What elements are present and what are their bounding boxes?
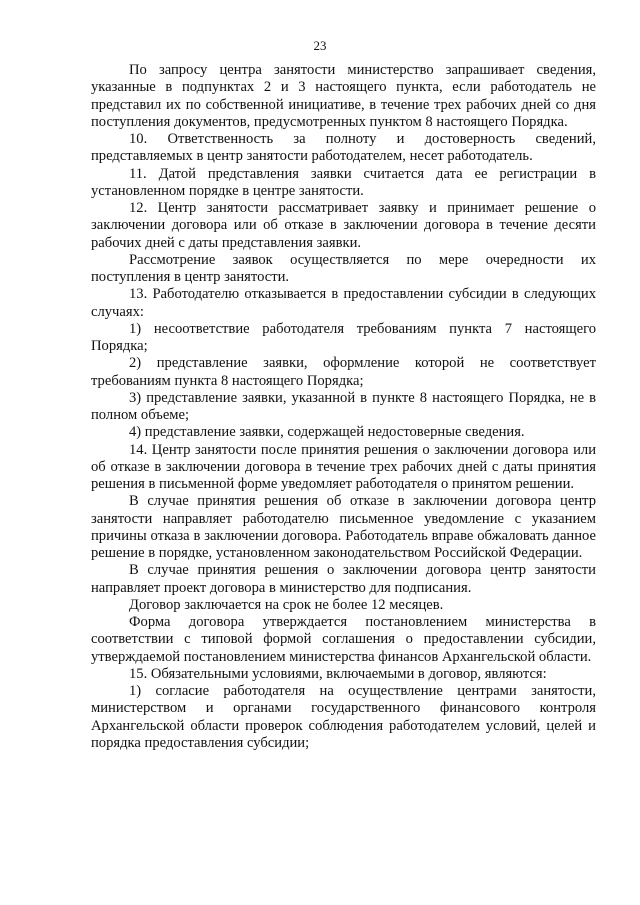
list-item: 3) представление заявки, указанной в пункте 8 настоящего Порядка, не в полном объеме; xyxy=(91,389,596,423)
document-body xyxy=(91,62,596,752)
list-item: 2) представление заявки, оформление которой не соответствует требованиям пункта 8 настоящего Порядка; xyxy=(91,355,596,389)
paragraph-item-15: 15. Обязательными условиями, включаемыми в договор, являются: xyxy=(129,665,547,682)
list-item: 1) согласие работодателя на осуществление центрами занятости, министерством и органами государственного финансового контроля Архангельской области проверок соблюдения работодателем условий, целей и порядка предоставления субсидии; xyxy=(91,683,596,751)
paragraph: Форма договора утверждается постановлением министерства в соответствии с типовой формой соглашения о предоставлении субсидии, утверждаемой постановлением министерства финансов Архангельской области. xyxy=(91,614,596,665)
page-number: 23 xyxy=(313,38,327,53)
paragraph: В случае принятия решения о заключении договора центр занятости направляет проект договора в министерство для подписания. xyxy=(91,562,596,596)
list-item: 1) несоответствие работодателя требованиям пункта 7 настоящего Порядка; xyxy=(91,320,596,354)
paragraph-item-11: 11. Датой представления заявки считается дата ее регистрации в установленном порядке в центре занятости. xyxy=(91,165,596,199)
paragraph-item-14: 14. Центр занятости после принятия решения о заключении договора или об отказе в заключении договора в течение трех рабочих дней с даты принятия решения в письменной форме уведомляет работодателя о принятом решении. xyxy=(91,441,596,492)
paragraph: В случае принятия решения об отказе в заключении договора центр занятости направляет работодателю письменное уведомление с указанием причины отказа в заключении договора. Работодатель вправе обжаловать данное решение в порядке, установленном законодательством Российской Федерации. xyxy=(91,493,596,561)
paragraph-item-10: 10. Ответственность за полноту и достоверность сведений, представляемых в центр занятости работодателем, несет работодатель. xyxy=(91,131,596,165)
paragraph: По запросу центра занятости министерство запрашивает сведения, указанные в подпунктах 2 и 3 настоящего пункта, если работодатель не представил их по собственной инициативе, в течение трех рабочих дней со дня поступления документов, предусмотренных пунктом 8 настоящего Порядка. xyxy=(91,62,596,130)
paragraph: Договор заключается на срок не более 12 месяцев. xyxy=(129,596,444,613)
paragraph-item-12: 12. Центр занятости рассматривает заявку и принимает решение о заключении договора или об отказе в заключении договора в течение десяти рабочих дней с даты представления заявки. xyxy=(91,200,596,251)
list-item: 4) представление заявки, содержащей недостоверные сведения. xyxy=(129,424,525,441)
paragraph: Рассмотрение заявок осуществляется по мере очередности их поступления в центр занятости. xyxy=(91,251,596,285)
paragraph-item-13: 13. Работодателю отказывается в предоставлении субсидии в следующих случаях: xyxy=(91,286,596,320)
